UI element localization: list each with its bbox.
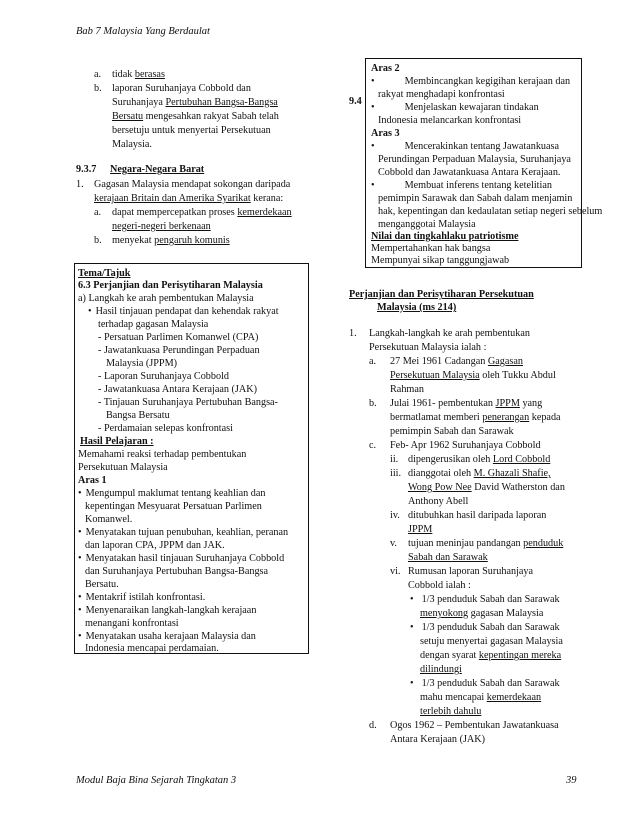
bullet-item: • Mengumpul maklumat tentang keahlian dan	[78, 487, 266, 500]
item-line: bermatlamat memberi penerangan kepada	[390, 412, 561, 423]
list-item: - Perdamaian selepas konfrontasi	[98, 423, 233, 434]
subitem-line: Rumusan laporan Suruhanjaya	[408, 566, 534, 577]
bullet-continuation: setuju menyertai gagasan Malaysia	[420, 636, 563, 647]
bullet-continuation: terhadap gagasan Malaysia	[98, 319, 209, 330]
bullet-item: • Membincangkan kegigihan kerajaan dan	[371, 76, 571, 87]
bullet-continuation: menangani konfrontasi	[85, 618, 179, 629]
list-item: - Jawatankuasa Antara Kerajaan (JAK)	[98, 384, 257, 395]
item-line: 27 Mei 1961 Cadangan Gagasan	[390, 356, 523, 367]
item-line: Julai 1961- pembentukan JPPM yang	[390, 398, 543, 409]
list-item: - Jawatankuasa Perundingan Perpaduan	[98, 345, 260, 356]
bullet-item: • Menyatakan hasil tinjauan Suruhanjaya Cobbold	[78, 552, 284, 565]
values-item: Mempertahankan hak bangsa	[371, 243, 491, 254]
item-line: menyekat pengaruh komunis	[112, 235, 230, 246]
list-item: Malaysia (JPPM)	[106, 358, 178, 369]
bullet-continuation: rakyat menghadapi konfrontasi	[378, 89, 505, 100]
item-line: Persekutuan Malaysia oleh Tukku Abdul	[390, 370, 556, 381]
item-label: a.	[94, 69, 102, 80]
list-item: - Tinjauan Suruhanjaya Pertubuhan Bangsa-	[98, 397, 278, 408]
item-a-text: tidak berasas	[112, 69, 165, 80]
subitem-line: Cobbold ialah :	[408, 580, 471, 591]
bullet-item: • Menyenaraikan langkah-langkah kerajaan	[78, 604, 256, 617]
bullet-item: • 1/3 penduduk Sabah dan Sarawak	[410, 622, 560, 633]
level-heading: Aras 2	[371, 63, 400, 74]
level-heading: Aras 3	[371, 128, 400, 139]
bullet-item: • Hasil tinjauan pendapat dan kehendak rakyat	[88, 305, 279, 318]
bullet-continuation: pemimpin Sarawak dan Sabah dalam menjamin	[378, 193, 573, 204]
section-number: 9.3.7	[76, 164, 97, 175]
bullet-item: • Mentakrif istilah konfrontasi.	[78, 591, 205, 604]
subitem-label: vi.	[390, 566, 401, 577]
subitem-line: dipengerusikan oleh Lord Cobbold	[408, 454, 551, 465]
item-line: dapat mempercepatkan proses kemerdekaan	[112, 207, 292, 218]
item-b-line: Malaysia.	[112, 139, 152, 150]
box-heading: Hasil Pelajaran :	[80, 436, 154, 447]
bullet-continuation: dan laporan CPA, JPPM dan JAK.	[85, 540, 225, 551]
level-heading: Aras 1	[78, 475, 107, 486]
para-number: 1.	[349, 328, 357, 339]
bullet-item: • 1/3 penduduk Sabah dan Sarawak	[410, 594, 560, 605]
list-item: - Laporan Suruhanjaya Cobbold	[98, 371, 229, 382]
item-b-line: Bersatu mengesahkan rakyat Sabah telah	[112, 111, 279, 122]
subitem-label: iii.	[390, 468, 402, 479]
box-title: 6.3 Perjanjian dan Perisytiharan Malaysia	[78, 280, 263, 291]
values-heading: Nilai dan tingkahlaku patriotisme	[371, 231, 519, 242]
list-item: Bangsa Bersatu	[106, 410, 170, 421]
item-line: Antara Kerajaan (JAK)	[390, 734, 486, 745]
section-number-peek: 9.4	[349, 96, 362, 107]
subitem-line: JPPM	[408, 524, 433, 535]
bullet-item: • Mencerakinkan tentang Jawatankuasa	[371, 141, 560, 152]
subitem-line: Anthony Abell	[408, 496, 469, 507]
subitem-line: tujuan meninjau pandangan penduduk	[408, 538, 564, 549]
item-b-line: Suruhanjaya Pertubuhan Bangsa-Bangsa	[112, 97, 278, 108]
section-heading: Perjanjian dan Perisytiharan Persekutuan	[349, 289, 534, 300]
bullet-continuation: mahu mencapai kemerdekaan	[420, 692, 542, 703]
para-line: Persekutuan Malaysia ialah :	[369, 342, 487, 353]
item-label: a.	[94, 207, 102, 218]
bullet-item: • 1/3 penduduk Sabah dan Sarawak	[410, 678, 560, 689]
bullet-continuation: menyokong gagasan Malaysia	[420, 608, 544, 619]
subitem-label: iv.	[390, 510, 400, 521]
subitem-line: dianggotai oleh M. Ghazali Shafie,	[408, 468, 551, 479]
bullet-item: • Membuat inferens tentang ketelitian	[371, 180, 552, 191]
bullet-item: • Menyatakan tujuan penubuhan, keahlian, peranan	[78, 526, 288, 539]
item-b-line: bersetuju untuk menyertai Persekutuan	[112, 125, 271, 136]
page-footer: Modul Baja Bina Sejarah Tingkatan 3	[76, 775, 237, 786]
subitem-line: Sabah dan Sarawak	[408, 552, 488, 563]
para-number: 1.	[76, 179, 84, 190]
para-line: Langkah-langkah ke arah pembentukan	[369, 328, 530, 339]
item-line: negeri-negeri berkenaan	[112, 221, 211, 232]
values-item: Mempunyai sikap tanggungjawab	[371, 255, 510, 266]
item-label: b.	[94, 83, 102, 94]
bullet-continuation: kepentingan Mesyuarat Persatuan Parlimen	[85, 501, 262, 512]
page-number: 39	[566, 775, 577, 786]
subitem-label: ii.	[390, 454, 399, 465]
box-text: Memahami reaksi terhadap pembentukan	[78, 449, 247, 460]
box-text: Persekutuan Malaysia	[78, 462, 168, 473]
bullet-item: • Menjelaskan kewajaran tindakan	[371, 102, 539, 113]
item-line: Ogos 1962 – Pembentukan Jawatankuasa	[390, 720, 559, 731]
bullet-item: • Menyatakan usaha kerajaan Malaysia dan	[78, 630, 256, 643]
item-label: d.	[369, 720, 377, 731]
bullet-continuation: dan Suruhanjaya Pertubuhan Bangsa-Bangsa	[85, 566, 269, 577]
bullet-continuation: Indonesia mencapai perdamaian.	[85, 643, 219, 654]
bullet-continuation: Bersatu.	[85, 579, 119, 590]
subitem-line: ditubuhkan hasil daripada laporan	[408, 510, 547, 521]
section-heading: Malaysia (ms 214)	[377, 302, 457, 313]
bullet-continuation: dilindungi	[420, 664, 462, 675]
bullet-continuation: dengan syarat kepentingan mereka	[420, 650, 562, 661]
subitem-line: Wong Pow Nee David Watherston dan	[408, 482, 565, 493]
list-item: - Persatuan Parlimen Komanwel (CPA)	[98, 332, 259, 343]
aras-box	[365, 58, 603, 268]
bullet-continuation: menganggotai Malaysia	[378, 219, 476, 230]
bullet-continuation: Cobbold dan Jawatankuasa Antara Kerajaan.	[378, 167, 561, 178]
item-line: Feb- Apr 1962 Suruhanjaya Cobbold	[390, 440, 541, 451]
bullet-continuation: Indonesia melancarkan konfrontasi	[378, 115, 522, 126]
box-subtitle: a) Langkah ke arah pembentukan Malaysia	[78, 293, 254, 304]
para-line: Gagasan Malaysia mendapat sokongan daripada	[94, 179, 291, 190]
box-heading: Tema/Tajuk	[78, 268, 131, 279]
bullet-continuation: terlebih dahulu	[420, 706, 482, 717]
item-line: pemimpin Sabah dan Sarawak	[390, 426, 514, 437]
bullet-continuation: Perundingan Perpaduan Malaysia, Suruhanjaya	[378, 154, 571, 165]
section-title: Negara-Negara Barat	[110, 164, 205, 175]
item-b-line: laporan Suruhanjaya Cobbold dan	[112, 83, 251, 94]
item-label: b.	[94, 235, 102, 246]
bullet-continuation: hak, kepentingan dan kedaulatan setiap negeri sebelum	[378, 206, 603, 217]
item-label: a.	[369, 356, 377, 367]
item-label: c.	[369, 440, 377, 451]
topic-box	[74, 263, 309, 654]
para-line: kerajaan Britain dan Amerika Syarikat kerana:	[94, 193, 284, 204]
page-header: Bab 7 Malaysia Yang Berdaulat	[76, 26, 210, 37]
item-label: b.	[369, 398, 377, 409]
item-line: Rahman	[390, 384, 424, 395]
bullet-continuation: Komanwel.	[85, 514, 133, 525]
subitem-label: v.	[390, 538, 397, 549]
